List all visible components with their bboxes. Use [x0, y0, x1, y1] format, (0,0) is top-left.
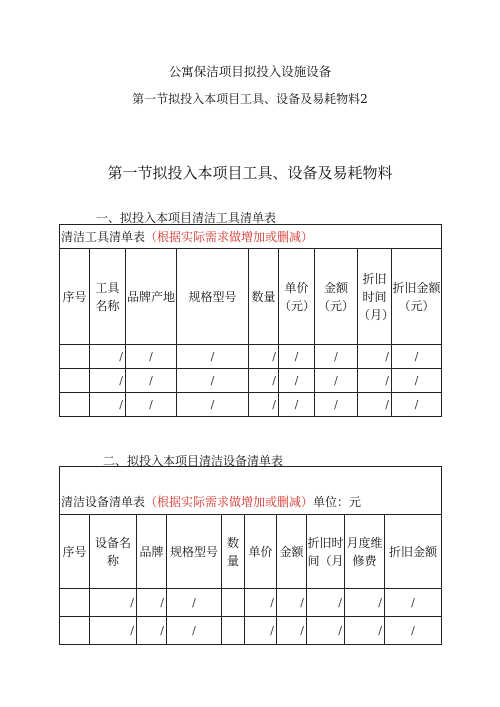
header-cell: 数量	[222, 515, 245, 589]
table-cell: /	[90, 393, 126, 417]
document-title: 公寓保洁项目拟投入设施设备	[168, 64, 332, 79]
table-cell: /	[392, 345, 442, 369]
header-cell: 品牌产地	[126, 249, 177, 345]
caption-note: （根据实际需求做增加或删减）	[145, 495, 314, 509]
table-cell: /	[137, 589, 167, 617]
table-cell: /	[392, 369, 442, 393]
table-row	[60, 393, 442, 417]
table-cell	[60, 393, 90, 417]
table-cell: /	[279, 345, 315, 369]
table-cell: /	[126, 393, 177, 417]
header-cell: 金额（元）	[315, 249, 358, 345]
table-cell: /	[279, 369, 315, 393]
section1-title: 一、拟投入本项目清洁工具清单表	[96, 211, 277, 225]
table-cell: /	[277, 617, 307, 645]
section-heading: 第一节拟投入本项目工具、设备及易耗物料	[107, 164, 393, 182]
table-cell: /	[315, 393, 358, 417]
table-cell: /	[126, 345, 177, 369]
table-cell: /	[126, 369, 177, 393]
header-cell: 单价	[245, 515, 277, 589]
table-cell: /	[90, 345, 126, 369]
table-cell: /	[307, 589, 345, 617]
header-cell: 单价（元）	[279, 249, 315, 345]
header-cell: 折旧时间（月）	[358, 249, 392, 345]
table-cell: /	[385, 617, 442, 645]
table-cell	[60, 369, 90, 393]
header-cell: 设备名称	[90, 515, 137, 589]
table-cell: /	[392, 393, 442, 417]
table-cell: /	[245, 589, 277, 617]
table-header-row	[60, 249, 442, 345]
table-cell: /	[249, 345, 279, 369]
table-header-row	[60, 515, 442, 589]
table-cell: /	[315, 369, 358, 393]
table-cell: /	[90, 589, 137, 617]
header-cell: 月度维修费	[345, 515, 385, 589]
table-row	[60, 369, 442, 393]
table-cell: /	[277, 589, 307, 617]
caption-label: 清洁设备清单表	[61, 495, 146, 509]
caption-unit: 单位：元	[313, 495, 362, 509]
equipment-table-caption	[60, 467, 442, 515]
table-cell: /	[177, 369, 249, 393]
table-cell: /	[345, 617, 385, 645]
header-cell: 序号	[60, 515, 90, 589]
header-cell: 品牌	[137, 515, 167, 589]
table-cell: /	[249, 369, 279, 393]
header-cell: 序号	[60, 249, 90, 345]
table-cell	[222, 589, 245, 617]
table-cell: /	[245, 617, 277, 645]
tools-table	[59, 224, 442, 417]
table-cell: /	[345, 589, 385, 617]
table-cell	[60, 617, 90, 645]
table-cell: /	[279, 393, 315, 417]
table-cell: /	[358, 369, 392, 393]
table-cell	[60, 589, 90, 617]
table-cell: /	[167, 589, 222, 617]
header-cell: 规格型号	[177, 249, 249, 345]
header-cell: 折旧金额（元）	[392, 249, 442, 345]
table-cell	[60, 345, 90, 369]
table-row	[60, 617, 442, 645]
tools-table-caption	[60, 225, 442, 249]
table-cell: /	[307, 617, 345, 645]
header-cell: 金额	[277, 515, 307, 589]
table-cell: /	[177, 393, 249, 417]
table-cell: /	[385, 589, 442, 617]
equipment-table	[59, 466, 442, 645]
table-cell: /	[315, 345, 358, 369]
table-cell	[222, 617, 245, 645]
header-cell: 工具名称	[90, 249, 126, 345]
document-subtitle: 第一节拟投入本项目工具、设备及易耗物料2	[132, 92, 368, 106]
table-cell: /	[358, 393, 392, 417]
table-row	[60, 589, 442, 617]
caption-label: 清洁工具清单表	[61, 229, 146, 244]
header-cell: 数量	[249, 249, 279, 345]
table-cell: /	[167, 617, 222, 645]
table-cell: /	[137, 617, 167, 645]
caption-note: （根据实际需求做增加或删减）	[145, 229, 314, 244]
header-cell: 折旧时间（月	[307, 515, 345, 589]
header-cell: 规格型号	[167, 515, 222, 589]
table-cell: /	[90, 617, 137, 645]
header-cell: 折旧金额	[385, 515, 442, 589]
table-row	[60, 345, 442, 369]
section2-title: 二、拟投入本项目清洁设备清单表	[103, 454, 284, 468]
table-cell: /	[358, 345, 392, 369]
table-cell: /	[90, 369, 126, 393]
table-cell: /	[249, 393, 279, 417]
table-cell: /	[177, 345, 249, 369]
